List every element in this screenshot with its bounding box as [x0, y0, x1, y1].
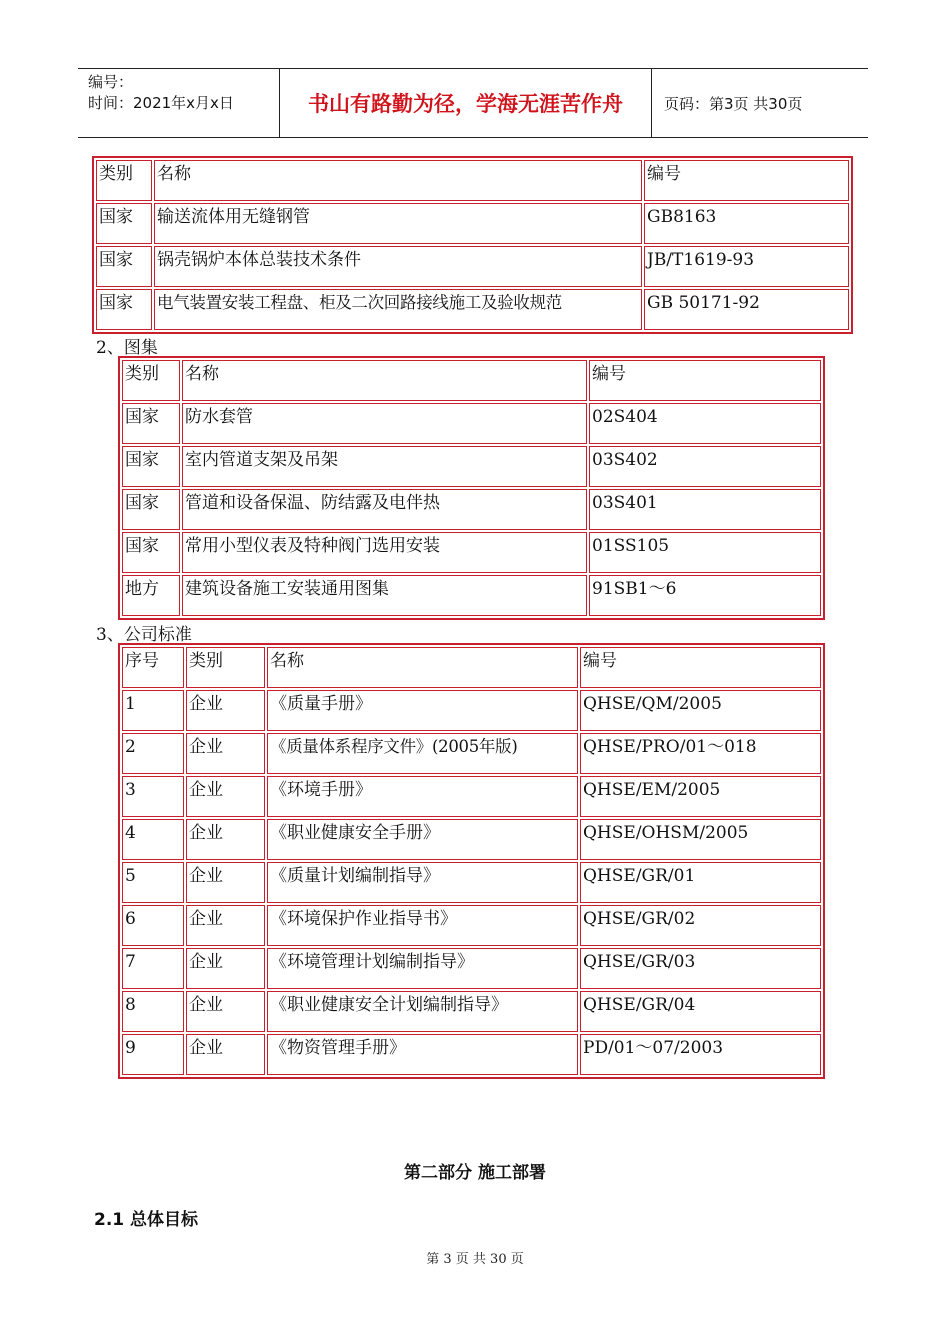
table-cell: 企业 — [186, 948, 265, 989]
table-cell: 6 — [122, 905, 184, 946]
national-standards-table — [92, 156, 853, 334]
subsection-title: 2.1 总体目标 — [94, 1210, 199, 1230]
header-cell: 名称 — [267, 647, 578, 688]
table-cell: QHSE/PRO/01～018 — [580, 733, 821, 774]
table-row — [122, 532, 821, 573]
header-cell: 类别 — [96, 160, 152, 201]
table-cell: GB8163 — [644, 203, 849, 244]
table-cell: 《环境手册》 — [267, 776, 578, 817]
table-row — [122, 905, 821, 946]
table-row — [122, 403, 821, 444]
table-cell: JB/T1619-93 — [644, 246, 849, 287]
table-row — [122, 1034, 821, 1075]
part-title: 第二部分 施工部署 — [404, 1163, 546, 1183]
table-row — [122, 575, 821, 616]
table-header-row — [96, 160, 849, 201]
page-header — [78, 68, 868, 138]
table-cell: 《质量计划编制指导》 — [267, 862, 578, 903]
table-cell: 4 — [122, 819, 184, 860]
table-cell: 7 — [122, 948, 184, 989]
table-row — [122, 489, 821, 530]
table-row — [96, 289, 849, 330]
table-row — [122, 948, 821, 989]
header-cell: 类别 — [122, 360, 180, 401]
company-standards-table — [118, 643, 825, 1079]
table-cell: 国家 — [96, 246, 152, 287]
table-cell: QHSE/GR/02 — [580, 905, 821, 946]
table-cell: 管道和设备保温、防结露及电伴热 — [182, 489, 587, 530]
section-label-company-standards: 3、公司标准 — [96, 625, 192, 645]
table-row — [122, 862, 821, 903]
table-cell: 2 — [122, 733, 184, 774]
header-cell: 类别 — [186, 647, 265, 688]
header-cell: 编号 — [580, 647, 821, 688]
header-cell: 序号 — [122, 647, 184, 688]
header-motto: 书山有路勤为径，学海无涯苦作舟 — [280, 69, 652, 137]
table-cell: QHSE/GR/01 — [580, 862, 821, 903]
table-cell: 企业 — [186, 819, 265, 860]
table-cell: 01SS105 — [589, 532, 821, 573]
table-cell: 《环境管理计划编制指导》 — [267, 948, 578, 989]
table-cell: 建筑设备施工安装通用图集 — [182, 575, 587, 616]
table-cell: 03S401 — [589, 489, 821, 530]
table-cell: 9 — [122, 1034, 184, 1075]
table-row — [122, 690, 821, 731]
table-cell: QHSE/EM/2005 — [580, 776, 821, 817]
table-cell: PD/01～07/2003 — [580, 1034, 821, 1075]
table-cell: 室内管道支架及吊架 — [182, 446, 587, 487]
page-footer: 第 3 页 共 30 页 — [426, 1252, 524, 1267]
table-cell: 1 — [122, 690, 184, 731]
table-cell: 输送流体用无缝钢管 — [154, 203, 642, 244]
table-cell: 企业 — [186, 776, 265, 817]
atlas-table — [118, 356, 825, 620]
table-cell: 3 — [122, 776, 184, 817]
section-label-atlas: 2、图集 — [96, 338, 158, 358]
table-cell: 地方 — [122, 575, 180, 616]
table-cell: 锅壳锅炉本体总装技术条件 — [154, 246, 642, 287]
table-cell: 常用小型仪表及特种阀门选用安装 — [182, 532, 587, 573]
header-cell: 名称 — [154, 160, 642, 201]
table-cell: 企业 — [186, 1034, 265, 1075]
table-cell: QHSE/GR/04 — [580, 991, 821, 1032]
table-header-row — [122, 647, 821, 688]
table-cell: QHSE/OHSM/2005 — [580, 819, 821, 860]
header-cell: 编号 — [589, 360, 821, 401]
table-cell: 国家 — [96, 289, 152, 330]
table-cell: 02S404 — [589, 403, 821, 444]
table-cell: 《质量手册》 — [267, 690, 578, 731]
table-cell: 《物资管理手册》 — [267, 1034, 578, 1075]
table-cell: 国家 — [122, 532, 180, 573]
table-cell: 03S402 — [589, 446, 821, 487]
table-row — [122, 733, 821, 774]
table-cell: 企业 — [186, 905, 265, 946]
time-label: 时间：2021年x月x日 — [88, 94, 234, 112]
table-cell: 防水套管 — [182, 403, 587, 444]
header-page-info: 页码：第3页 共30页 — [664, 94, 803, 113]
table-cell: QHSE/GR/03 — [580, 948, 821, 989]
number-label: 编号： — [88, 73, 134, 91]
table-cell: 《职业健康安全手册》 — [267, 819, 578, 860]
table-cell: 国家 — [122, 489, 180, 530]
table-cell: 8 — [122, 991, 184, 1032]
table-cell: 91SB1～6 — [589, 575, 821, 616]
header-meta — [78, 69, 280, 137]
table-row — [122, 776, 821, 817]
table-cell: 电气装置安装工程盘、柜及二次回路接线施工及验收规范 — [154, 289, 642, 330]
table-row — [96, 203, 849, 244]
table-cell: 国家 — [122, 403, 180, 444]
table-cell: 企业 — [186, 862, 265, 903]
table-cell: QHSE/QM/2005 — [580, 690, 821, 731]
table-cell: GB 50171-92 — [644, 289, 849, 330]
table-row — [122, 819, 821, 860]
table-cell: 《质量体系程序文件》(2005年版) — [267, 733, 578, 774]
header-cell: 名称 — [182, 360, 587, 401]
table-row — [122, 446, 821, 487]
table-cell: 《职业健康安全计划编制指导》 — [267, 991, 578, 1032]
header-cell: 编号 — [644, 160, 849, 201]
table-row — [122, 991, 821, 1032]
table-header-row — [122, 360, 821, 401]
table-cell: 企业 — [186, 991, 265, 1032]
table-cell: 国家 — [96, 203, 152, 244]
table-cell: 国家 — [122, 446, 180, 487]
table-cell: 企业 — [186, 690, 265, 731]
table-row — [96, 246, 849, 287]
table-cell: 5 — [122, 862, 184, 903]
table-cell: 《环境保护作业指导书》 — [267, 905, 578, 946]
table-cell: 企业 — [186, 733, 265, 774]
